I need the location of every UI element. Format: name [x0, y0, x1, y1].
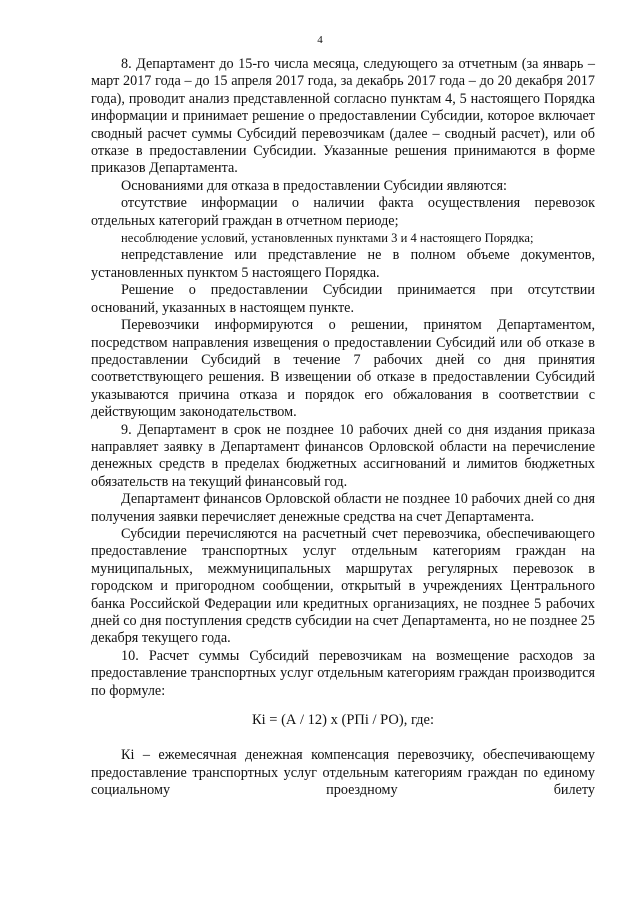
page-number: 4	[317, 34, 323, 46]
document-body	[91, 56, 595, 800]
paragraph-subsidy-transfer: Субсидии перечисляются на расчетный счет перевозчика, обеспечивающего предоставление транспортных услуг отдельным категориям граждан на муниципальных, межмуниципальных маршрутах регулярных перевозок в городском и пригородном сообщении, открытый в учреждениях Центрального банка Российской Федерации или кредитных организациях, не позднее 5 рабочих дней со дня поступления средств субсидии на счет Департамента, но не позднее 25 декабря текущего года.	[91, 525, 595, 647]
paragraph-refusal-ground-1: отсутствие информации о наличии факта осуществления перевозок отдельных категорий граждан в отчетном периоде;	[91, 195, 595, 229]
paragraph-notification: Перевозчики информируются о решении, принятом Департаментом, посредством направления извещения о предоставлении Субсидий или об отказе в предоставлении Субсидий в течение 7 рабочих дней со дня принятия соответствующего решения. В извещении об отказе в предоставлении Субсидий указываются причина отказа и порядок его обжалования в соответствии с действующим законодательством.	[91, 317, 595, 421]
paragraph-finance-transfer: Департамент финансов Орловской области не позднее 10 рабочих дней со дня получения заявки перечисляет денежные средства на счет Департамента.	[91, 491, 595, 525]
paragraph-10: 10. Расчет суммы Субсидий перевозчикам на возмещение расходов за предоставление транспортных услуг отдельным категориям граждан производится по формуле:	[91, 647, 595, 699]
paragraph-refusal-grounds-heading: Основаниями для отказа в предоставлении Субсидии являются:	[121, 177, 507, 194]
paragraph-9: 9. Департамент в срок не позднее 10 рабочих дней со дня издания приказа направляет заявку в Департамент финансов Орловской области на перечисление денежных средств в пределах бюджетных ассигнований и лимитов бюджетных обязательств на текущий финансовый год.	[91, 421, 595, 490]
paragraph-8: 8. Департамент до 15-го числа месяца, следующего за отчетным (за январь – март 2017 года – до 15 апреля 2017 года, за декабрь 2017 года – до 20 декабря 2017 года), проводит анализ представленной согласно пунктам 4, 5 настоящего Порядка информации и принимает решение о предоставлении Субсидии, которое включает сводный расчет суммы Субсидий перевозчикам (далее – сводный расчет), или об отказе в предоставлении Субсидии. Указанные решения принимаются в форме приказов Департамента.	[91, 56, 595, 177]
paragraph-ki-definition: Кi – ежемесячная денежная компенсация перевозчику, обеспечивающему предоставление транспортных услуг отдельным категориям граждан по единому социальному проездному билету	[91, 747, 595, 799]
paragraph-decision: Решение о предоставлении Субсидии принимается при отсутствии оснований, указанных в настоящем пункте.	[91, 282, 595, 316]
formula: Кi = (А / 12) х (РПi / РО), где:	[251, 712, 435, 729]
paragraph-refusal-ground-3: непредставление или представление не в полном объеме документов, установленных пунктом 5 настоящего Порядка.	[91, 247, 595, 281]
paragraph-refusal-ground-2: несоблюдение условий, установленных пунктами 3 и 4 настоящего Порядка;	[121, 231, 534, 246]
